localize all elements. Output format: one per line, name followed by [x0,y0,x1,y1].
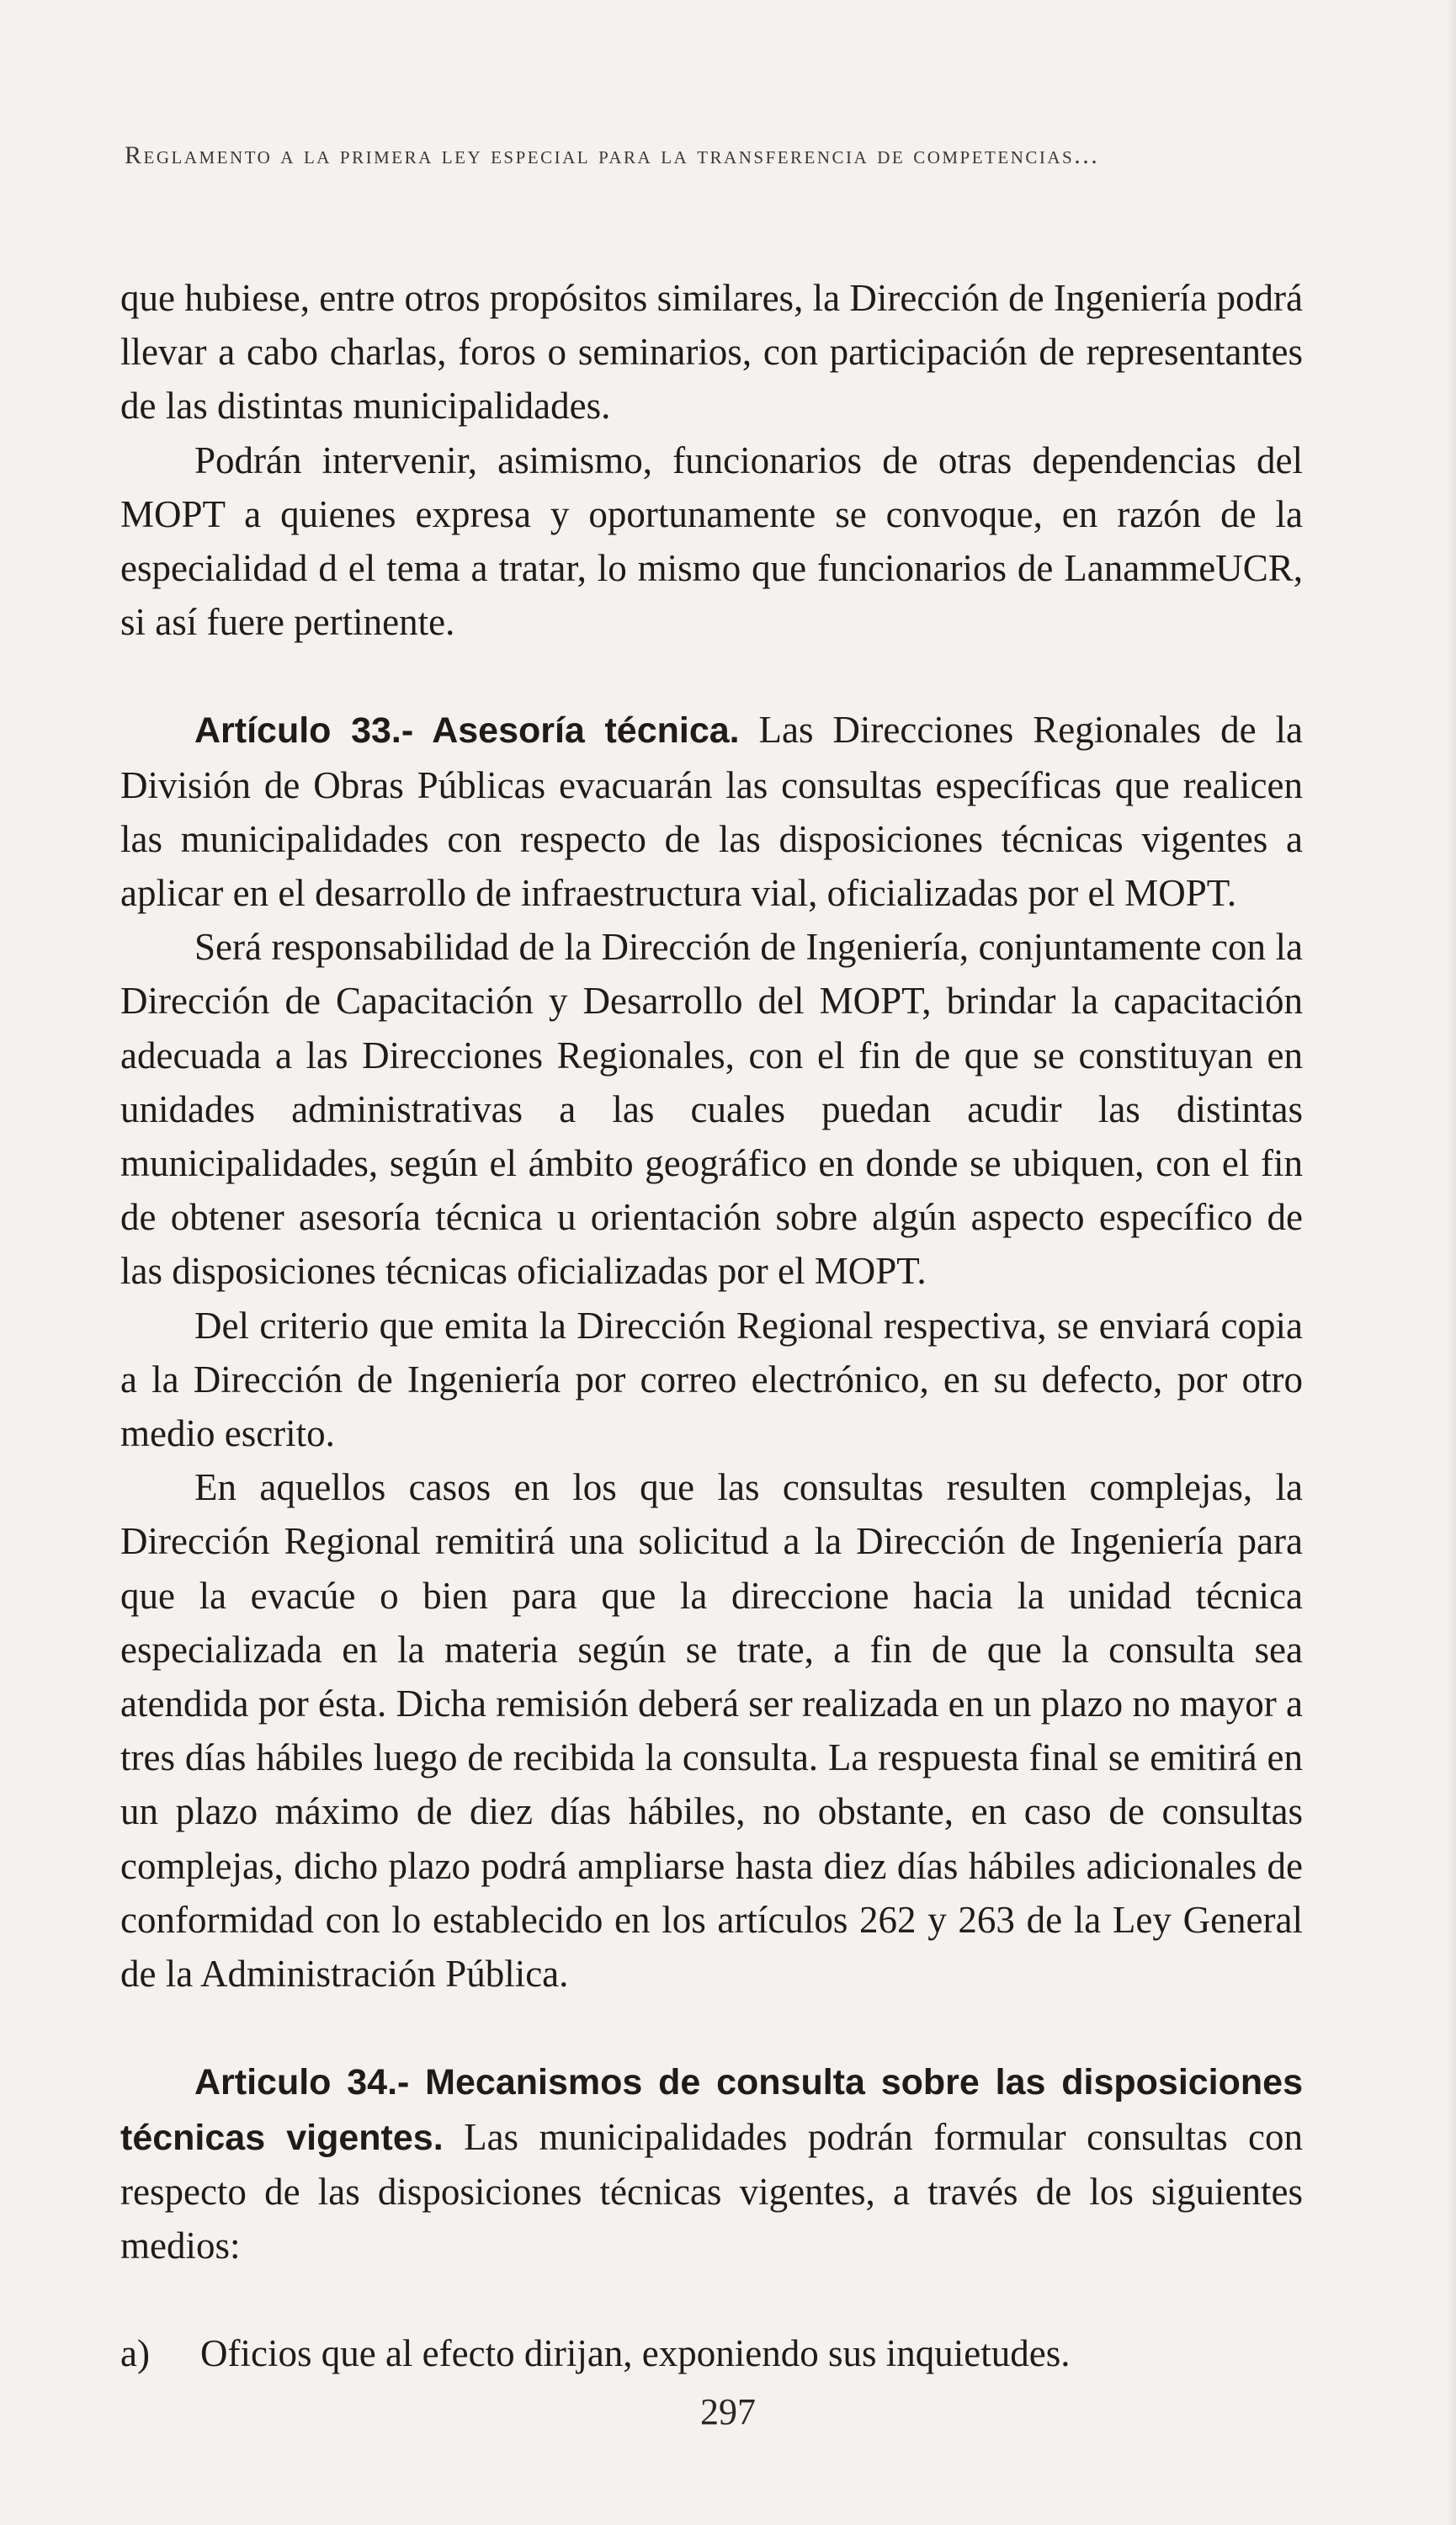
article-34 [120,2055,1303,2272]
article-33-text: Las Direcciones Regionales de la División de Obras Públicas evacuarán las consultas específicas que realicen las municipalidades con respecto de las disposiciones técnicas vigentes a aplicar en el desarrollo de infraestructura vial, oficializadas por el MOPT. [120,709,1303,915]
page-edge-shadow [1448,0,1456,2525]
article-33-heading: Artículo 33.- Asesoría técnica. [194,710,740,752]
page-number: 297 [700,2391,756,2432]
paragraph-consultas-complejas: En aquellos casos en los que las consultas resulten complejas, la Dirección Regional remitirá una solicitud a la Dirección de Ingeniería para que la evacúe o bien para que la direccione hacia la unidad técnica especializada en la materia según se trate, a fin de que la consulta sea atendida por ésta. Dicha remisión deberá ser realizada en un plazo no mayor a tres días hábiles luego de recibida la consulta. La respuesta final se emitirá en un plazo máximo de diez días hábiles, no obstante, en caso de consultas complejas, dicho plazo podrá ampliarse hasta diez días hábiles adicionales de conformidad con lo establecido en los artículos 262 y 263 de la Ley General de la Administración Pública. [120,1466,1303,1996]
article-34-text: Las municipalidades podrán formular consultas con respecto de las disposiciones técnicas vigentes, a través de los siguientes medios: [120,2115,1303,2267]
paragraph-continuation: que hubiese, entre otros propósitos similares, la Dirección de Ingeniería podrá llevar a cabo charlas, foros o seminarios, con participación de representantes de las distintas municipalidades. [120,277,1303,428]
list-item-text: Oficios que al efecto dirijan, exponiendo sus inquietudes. [200,2332,1071,2375]
paragraph-capacitacion: Será responsabilidad de la Dirección de Ingeniería, conjuntamente con la Dirección de Capacitación y Desarrollo del MOPT, brindar la capacitación adecuada a las Direcciones Regionales, con el fin de que se constituyan en unidades administrativas a las cuales puedan acudir las distintas municipalidades, según el ámbito geográfico en donde se ubiquen, con el fin de obtener asesoría técnica u orientación sobre algún aspecto específico de las disposiciones técnicas oficializadas por el MOPT. [120,926,1303,1293]
list-item-label: a) [120,2332,150,2375]
article-33 [120,703,1303,920]
paragraph-criterio: Del criterio que emita la Dirección Regional respectiva, se enviará copia a la Dirección de Ingeniería por correo electrónico, en su defecto, por otro medio escrito. [120,1304,1303,1455]
article-34-heading: Articulo 34.- Mecanismos de consulta sobre las disposiciones técnicas vigentes. [120,2062,1303,2158]
running-header: Reglamento a la primera ley especial para la transferencia de competencias... [125,141,1100,169]
list-item [120,2326,1303,2380]
body-text [120,271,1303,2380]
paragraph-mopt-officials: Podrán intervenir, asimismo, funcionarios de otras dependencias del MOPT a quienes expresa y oportunamente se convoque, en razón de la especialidad d el tema a tratar, lo mismo que funcionarios de LanammeUCR, si así fuere pertinente. [120,439,1303,644]
